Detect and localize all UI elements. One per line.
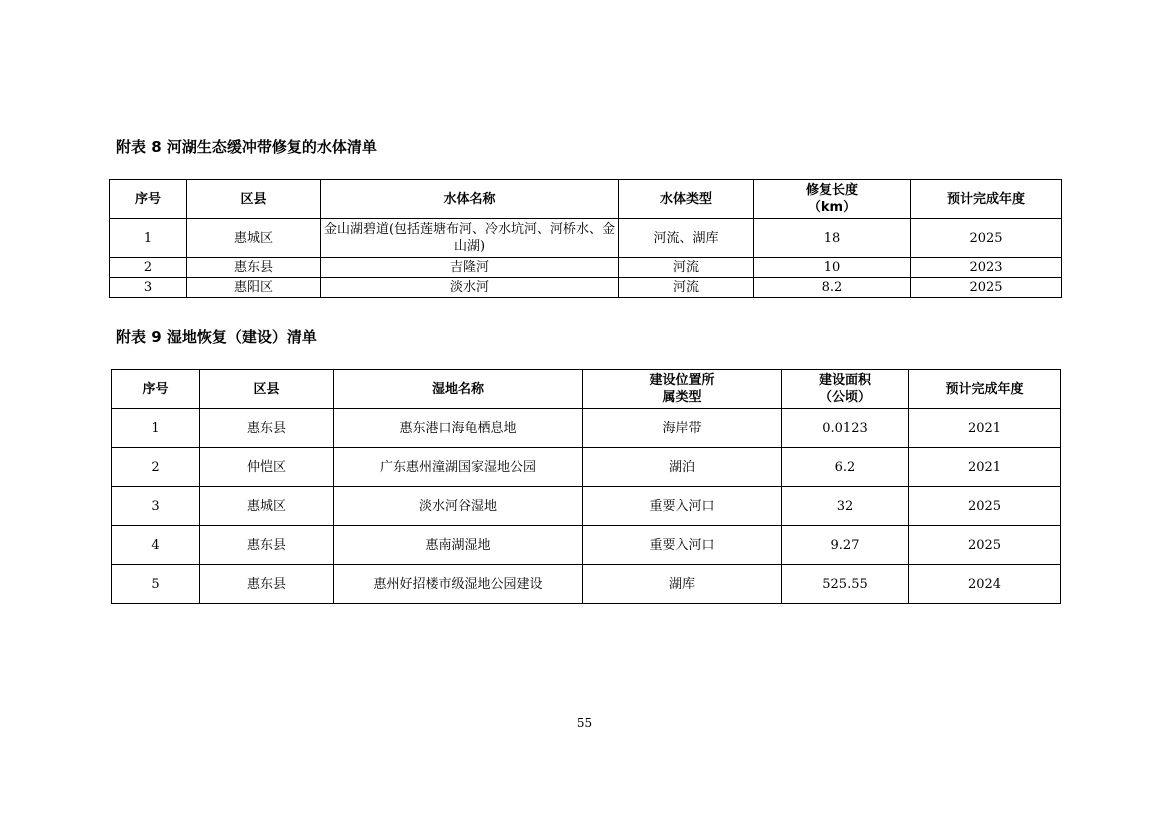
table-row	[112, 487, 1061, 526]
cell-index: 4	[112, 526, 200, 565]
header-cell: 区县	[187, 180, 321, 219]
table9	[111, 369, 1061, 604]
table8-title: 附表 8 河湖生态缓冲带修复的水体清单	[116, 138, 377, 156]
cell-area: 9.27	[782, 526, 909, 565]
cell-wetland: 惠东港口海龟栖息地	[334, 409, 583, 448]
cell-index: 2	[110, 258, 187, 278]
header-cell: 区县	[200, 370, 334, 409]
cell-index: 3	[110, 278, 187, 298]
header-cell: 湿地名称	[334, 370, 583, 409]
cell-area: 0.0123	[782, 409, 909, 448]
cell-location-type: 重要入河口	[583, 526, 782, 565]
table9-header-row	[112, 370, 1061, 409]
cell-area: 525.55	[782, 565, 909, 604]
header-cell: 修复长度 （km）	[754, 180, 911, 219]
header-cell: 序号	[110, 180, 187, 219]
cell-location-type: 重要入河口	[583, 487, 782, 526]
header-cell: 水体名称	[321, 180, 619, 219]
table8	[109, 179, 1062, 298]
table8-header-row	[110, 180, 1062, 219]
cell-index: 5	[112, 565, 200, 604]
page-number: 55	[576, 716, 593, 730]
header-cell: 预计完成年度	[909, 370, 1061, 409]
cell-length: 8.2	[754, 278, 911, 298]
cell-year: 2025	[909, 526, 1061, 565]
header-cell: 序号	[112, 370, 200, 409]
cell-year: 2024	[909, 565, 1061, 604]
cell-wetland: 惠南湖湿地	[334, 526, 583, 565]
cell-length: 10	[754, 258, 911, 278]
cell-area: 6.2	[782, 448, 909, 487]
header-cell: 预计完成年度	[911, 180, 1062, 219]
cell-index: 1	[110, 219, 187, 258]
cell-year: 2021	[909, 448, 1061, 487]
table-row	[112, 565, 1061, 604]
cell-district: 惠东县	[200, 526, 334, 565]
table-row	[112, 409, 1061, 448]
cell-district: 惠东县	[200, 409, 334, 448]
cell-type: 河流	[619, 258, 754, 278]
cell-water-body: 吉隆河	[321, 258, 619, 278]
cell-district: 惠城区	[187, 219, 321, 258]
cell-location-type: 海岸带	[583, 409, 782, 448]
table-row	[110, 258, 1062, 278]
table9-title: 附表 9 湿地恢复（建设）清单	[116, 328, 317, 346]
header-cell: 水体类型	[619, 180, 754, 219]
cell-type: 河流、湖库	[619, 219, 754, 258]
cell-year: 2023	[911, 258, 1062, 278]
cell-year: 2025	[909, 487, 1061, 526]
cell-wetland: 广东惠州潼湖国家湿地公园	[334, 448, 583, 487]
cell-year: 2021	[909, 409, 1061, 448]
table-row	[112, 526, 1061, 565]
cell-district: 惠东县	[187, 258, 321, 278]
cell-district: 惠城区	[200, 487, 334, 526]
cell-district: 惠东县	[200, 565, 334, 604]
header-cell: 建设面积 （公顷）	[782, 370, 909, 409]
header-cell: 建设位置所 属类型	[583, 370, 782, 409]
cell-area: 32	[782, 487, 909, 526]
cell-type: 河流	[619, 278, 754, 298]
cell-index: 2	[112, 448, 200, 487]
table-row	[110, 278, 1062, 298]
cell-wetland: 惠州好招楼市级湿地公园建设	[334, 565, 583, 604]
cell-location-type: 湖泊	[583, 448, 782, 487]
cell-index: 1	[112, 409, 200, 448]
cell-district: 惠阳区	[187, 278, 321, 298]
cell-wetland: 淡水河谷湿地	[334, 487, 583, 526]
table-row	[110, 219, 1062, 258]
cell-index: 3	[112, 487, 200, 526]
cell-length: 18	[754, 219, 911, 258]
cell-year: 2025	[911, 219, 1062, 258]
cell-water-body: 淡水河	[321, 278, 619, 298]
cell-year: 2025	[911, 278, 1062, 298]
cell-district: 仲恺区	[200, 448, 334, 487]
cell-water-body: 金山湖碧道(包括莲塘布河、冷水坑河、河桥水、金山湖)	[321, 219, 619, 258]
cell-location-type: 湖库	[583, 565, 782, 604]
table-row	[112, 448, 1061, 487]
